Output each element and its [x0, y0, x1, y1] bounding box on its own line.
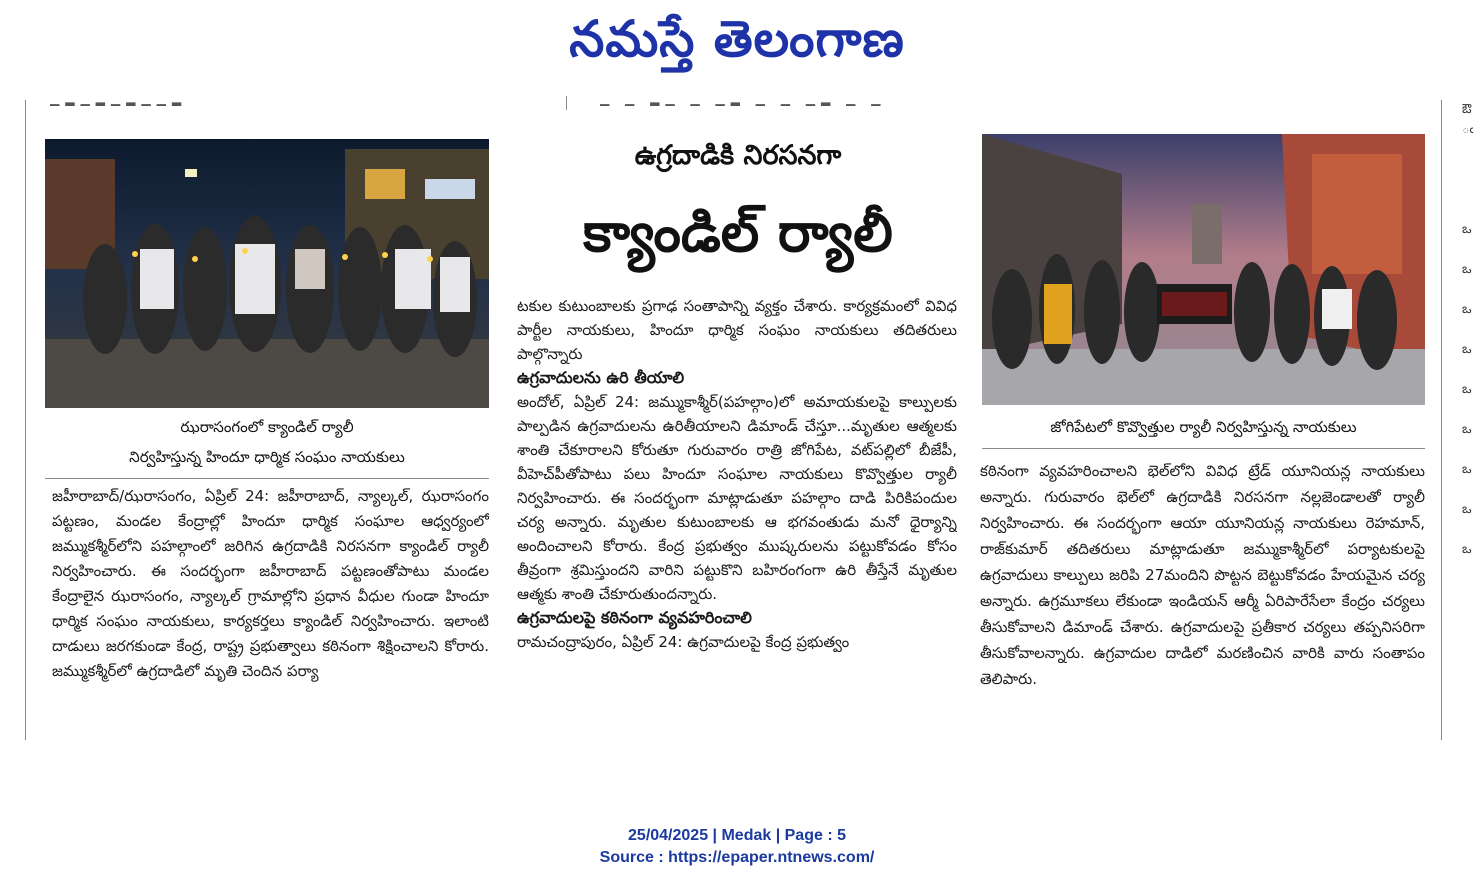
column-divider — [1441, 100, 1442, 740]
candle-rally-dusk-photo — [982, 134, 1425, 405]
left-article-body — [52, 484, 489, 734]
caption-rule — [45, 478, 489, 479]
column-divider — [25, 100, 26, 740]
right-photo-caption — [982, 412, 1425, 442]
masthead — [0, 0, 1474, 78]
headline-kicker: ఉగ్రదాడికి నిరసనగా — [634, 140, 842, 171]
left-photo — [45, 139, 489, 408]
caption-line: ఝరాసంగంలో క్యాండిల్ ర్యాలీ — [180, 418, 354, 436]
column-divider — [566, 96, 567, 110]
newspaper-title: నమస్తే తెలంగాణ — [569, 10, 905, 68]
center-paragraph: అందోల్, ఏప్రిల్ 24: జమ్ముకాశ్మీర్(పహల్గాం)లో అమాయకులపై కాల్పులకు పాల్పడిన ఉగ్రవాదులను ఉరితీయాలని డిమాండ్ చేస్తూ...మృతుల ఆత్మలకు శాంతి చేకూరాలని కోరుతూ గురువారం రాత్రి జోగిపేట, వట్‌పల్లిలో బీజేపీ, వీహెచ్‌పీతోపాటు పలు హిందూ సంఘాల నాయకులు కొవ్వొత్తుల ర్యాలీ నిర్వహించారు. ఈ సందర్భంగా మాట్లాడుతూ పహల్గాం దాడి పిరికిపందుల చర్య అన్నారు. మృతుల కుటుంబాలకు ఆ భగవంతుడు మనో ధైర్యాన్ని అందించాలని కోరారు. కేంద్ర ప్రభుత్వం ముష్కరులను పట్టుకోవడం కోసం తీవ్రంగా శ్రమిస్తుందని వారిని పట్టుకొని బహిరంగంగా ఉరి తీస్తేనే మృతుల ఆత్మకు శాంతి చేకూరుతుందన్నారు. — [517, 393, 957, 603]
center-paragraph: రామచంద్రాపురం, ఏప్రిల్ 24: ఉగ్రవాదులపై కేంద్ర ప్రభుత్వం — [517, 633, 850, 651]
center-article-body — [517, 294, 957, 734]
caption-rule — [982, 448, 1425, 449]
right-paragraph: కఠినంగా వ్యవహరించాలని భెల్‌లోని వివిధ ట్రేడ్ యూనియన్ల నాయకులు అన్నారు. గురువారం భెల్‌లో ఉగ్రదాడికి నిరసనగా నల్లజెండాలతో ర్యాలీ నిర్వహించారు. ఈ సందర్భంగా ఆయా యూనియన్ల నాయకులు రెహమాన్, రాజ్‌కుమార్ తదితరులు మాట్లాడుతూ జమ్ముకాశ్మీర్‌లో పర్యాటకులపై ఉగ్రవాదులు కాల్పులు జరిపి 27మందిని పొట్టన బెట్టుకోవడం హేయమైన చర్య అన్నారు. ఉగ్రమూకలు లేకుండా ఇండియన్ ఆర్మీ ఏరిపారేసేలా కేంద్రం చర్యలు తీసుకోవాలని డిమాండ్ చేశారు. ఉగ్రవాదులపై ప్రతీకార చర్యలు తప్పనిసరిగా తీసుకోవాలన్నారు. ఉగ్రవాదుల దాడిలో మరణించిన వారికి వారు సంతాపం తెలిపారు. — [980, 462, 1425, 688]
margin-edge — [0, 120, 6, 640]
left-paragraph: జహీరాబాద్/ఝరాసంగం, ఏప్రిల్ 24: జహీరాబాద్, న్యాల్కల్, ఝరాసంగం పట్టణం, మండల కేంద్రాల్లో హిందూ ధార్మిక సంఘాల ఆధ్వర్యంలో జమ్ముకశ్మీర్‌లోని పహల్గాంలో జరిగిన ఉగ్రదాడికి నిరసనగా క్యాండిల్ ర్యాలీ నిర్వహించారు. ఈ సందర్భంగా జహీరాబాద్ పట్టణంతోపాటు మండల కేంద్రాలైన ఝరాసంగం, న్యాల్కల్ గ్రామాల్లోని ప్రధాన వీధుల గుండా హిందూ ధార్మిక సంఘం నాయకులు, కార్యకర్తలు క్యాండిల్ నిర్వహించారు. ఇలాంటి దాడులు జరగకుండా కేంద్ర, రాష్ట్ర ప్రభుత్వాలు కఠినంగా శిక్షించాలని కోరారు. జమ్ముకశ్మీర్‌లో ఉగ్రదాడిలో మృతి చెందిన పర్యా — [52, 487, 489, 680]
headline-title: క్యాండిల్ ర్యాలీ — [583, 201, 893, 264]
center-paragraph: టకుల కుటుంబాలకు ప్రగాఢ సంతాపాన్ని వ్యక్తం చేశారు. కార్యక్రమంలో వివిధ పార్టీల నాయకులు, హిందూ ధార్మిక సంఘం నాయకులు తదితరులు పాల్గొన్నారు — [517, 297, 957, 363]
caption-line: నిర్వహిస్తున్న హిందూ ధార్మిక సంఘం నాయకులు — [129, 448, 405, 466]
right-article-body — [980, 458, 1425, 728]
center-subhead: ఉగ్రవాదులపై కఠినంగా వ్యవహరించాలి — [517, 608, 752, 627]
caption-line: జోగిపేటలో కొవ్వొత్తుల ర్యాలీ నిర్వహిస్తున్న నాయకులు — [1050, 418, 1357, 436]
right-photo — [982, 134, 1425, 405]
footer-source-line: Source : https://epaper.ntnews.com/ — [599, 849, 875, 866]
footer-date-line: 25/04/2025 | Medak | Page : 5 — [628, 827, 846, 844]
center-subhead: ఉగ్రవాదులను ఉరి తీయాలి — [517, 368, 685, 387]
left-photo-caption — [45, 412, 489, 472]
clipped-text-strip: ▁ ▁ ▂▁ ▁ ▁▂ ▁ ▁ ▁▂ ▁ ▁ — [600, 92, 887, 106]
candle-rally-night-photo — [45, 139, 489, 408]
clipped-text-strip: ▁▂▁▂▁▂▁▁▂ — [50, 92, 188, 106]
clipped-neighbor-column: ఔ ఁ ఒ ఒ ఒ ఒ ఒ ఒ ఒ ఒ ఒ — [1462, 102, 1474, 557]
